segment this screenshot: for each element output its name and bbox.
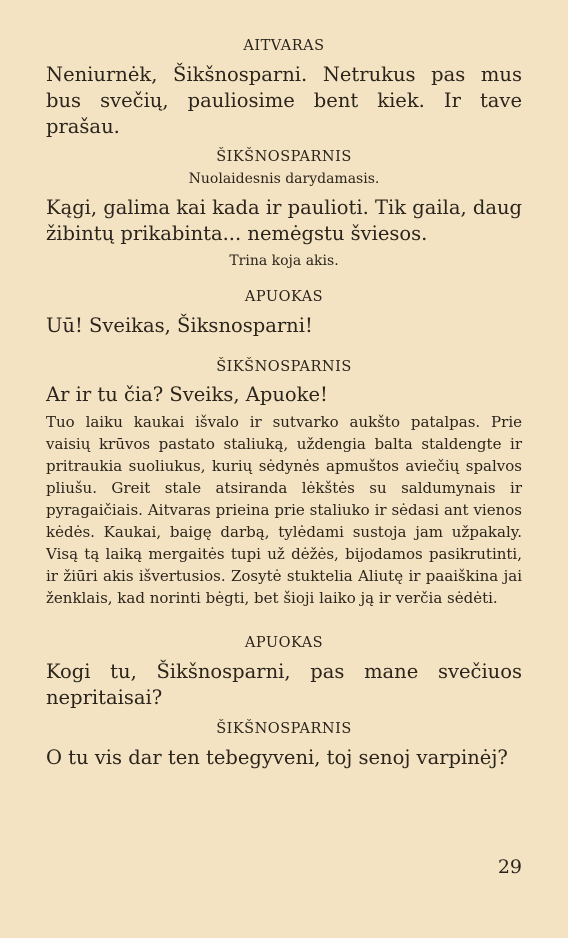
stage-direction: Nuolaidesnis darydamasis. xyxy=(188,171,380,187)
speaker-heading: ŠIKŠNOSPARNIS xyxy=(216,149,352,165)
speech-text: O tu vis dar ten tebegyveni, toj senoj varpinėj? xyxy=(46,746,508,769)
speaker-heading: AITVARAS xyxy=(243,38,325,54)
speech-text: Uū! Sveikas, Šiksnosparni! xyxy=(46,314,313,337)
book-page xyxy=(0,38,568,938)
speech-text: Neniurnėk, Šikšnosparni. Netrukus pas mus bus svečių, pauliosime bent kiek. Ir tave prašau. xyxy=(46,63,522,138)
speech-text: Kągi, galima kai kada ir paulioti. Tik gaila, daug žibintų prikabinta... nemėgstu šviesos. xyxy=(46,196,522,245)
stage-direction: Trina koja akis. xyxy=(229,253,339,269)
narration-text: Tuo laiku kaukai išvalo ir sutvarko aukšto patalpas. Prie vaisių krūvos pastato staliuką, uždengia balta staldengte ir pritraukia suoliukus, kurių sėdynės apmuštos aviečių spalvos pliušu. Greit stale atsiranda lėkštės su saldumynais ir pyragaičiais. Aitvaras prieina prie staliuko ir sėdasi ant vienos kėdės. Kaukai, baigę darbą, tylėdami sustoja jam užpakaly. Visą tą laiką mergaitės tupi už dėžės, bijodamos pasikrutinti, ir žiūri akis išvertusios. Zosytė stuktelia Aliutę ir paaiškina jai ženklais, kad norinti bėgti, bet šioji laiko ją ir verčia sėdėti. xyxy=(46,413,522,607)
speaker-heading: APUOKAS xyxy=(244,289,324,305)
speaker-heading: ŠIKŠNOSPARNIS xyxy=(216,721,352,737)
speaker-heading: ŠIKŠNOSPARNIS xyxy=(216,359,352,375)
page-number: 29 xyxy=(497,856,522,878)
speaker-heading: APUOKAS xyxy=(244,635,324,651)
speech-text: Ar ir tu čia? Sveiks, Apuoke! xyxy=(46,383,328,406)
speech-text: Kogi tu, Šikšnosparni, pas mane svečiuos nepritaisai? xyxy=(46,660,522,709)
